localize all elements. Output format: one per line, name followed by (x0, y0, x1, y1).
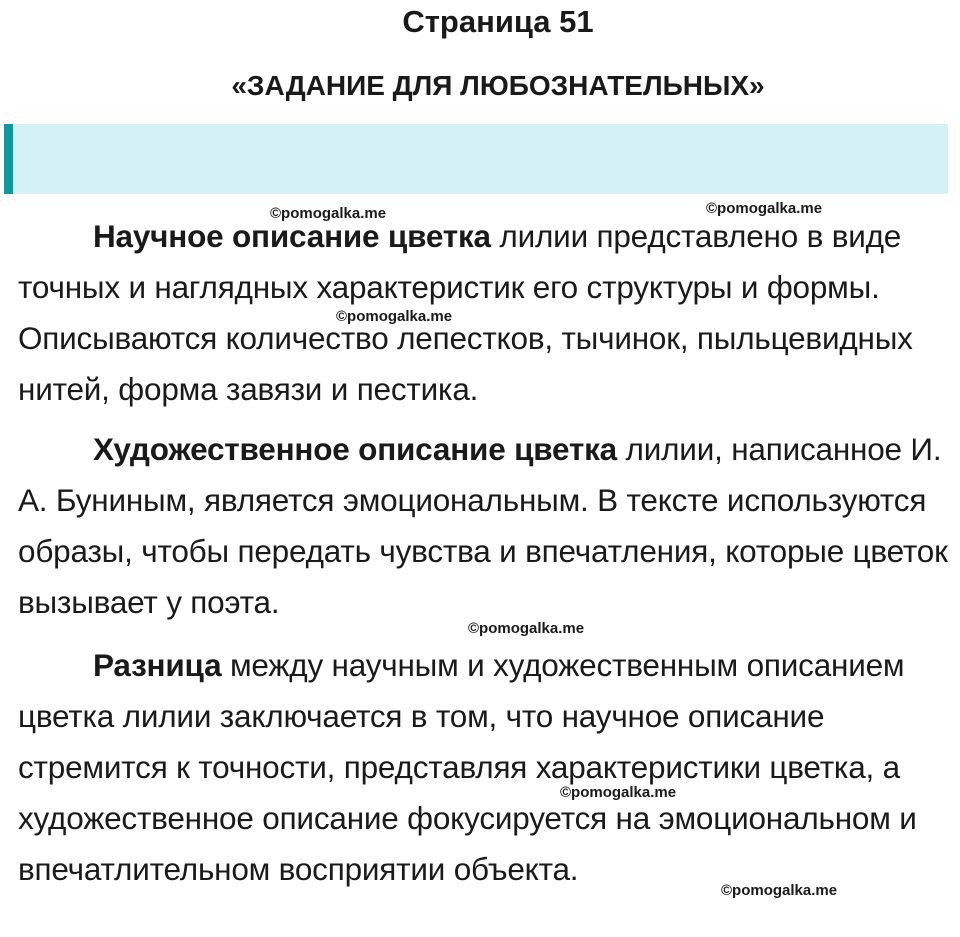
paragraph-text: лилии представлено в виде точных и наглядных характеристик его структуры и формы. Описываются количество лепестков, тычинок, пыльцевидных нитей, форма завязи и пестика. (18, 218, 913, 407)
watermark: ©pomogalka.me (468, 620, 585, 637)
highlight-banner (4, 124, 948, 194)
watermark: ©pomogalka.me (560, 784, 677, 801)
paragraph-bold-lead: Научное описание цветка (93, 218, 491, 254)
paragraph-text: лилии, написанное И. А. Буниным, является эмоциональным. В тексте используются образы, чтобы передать чувства и впечатления, которые цветок вызывает у поэта. (18, 431, 948, 620)
paragraph-text: между научным и художественным описанием цветка лилии заключается в том, что научное описание стремится к точности, представляя характеристики цветка, а художественное описание фокусируется на эмоциональном и впечатлительном восприятии объекта. (18, 647, 917, 887)
page-title: Страница 51 (402, 4, 594, 39)
watermark: ©pomogalka.me (706, 200, 823, 217)
paragraph-scientific (18, 211, 960, 415)
paragraph-difference (18, 640, 960, 895)
paragraph-artistic (18, 424, 960, 628)
watermark: ©pomogalka.me (270, 205, 387, 222)
watermark: ©pomogalka.me (721, 882, 838, 899)
paragraph-bold-lead: Художественное описание цветка (93, 431, 617, 467)
paragraph-bold-lead: Разница (93, 647, 222, 683)
task-title: «ЗАДАНИЕ ДЛЯ ЛЮБОЗНАТЕЛЬНЫХ» (231, 70, 765, 101)
watermark: ©pomogalka.me (336, 308, 453, 325)
